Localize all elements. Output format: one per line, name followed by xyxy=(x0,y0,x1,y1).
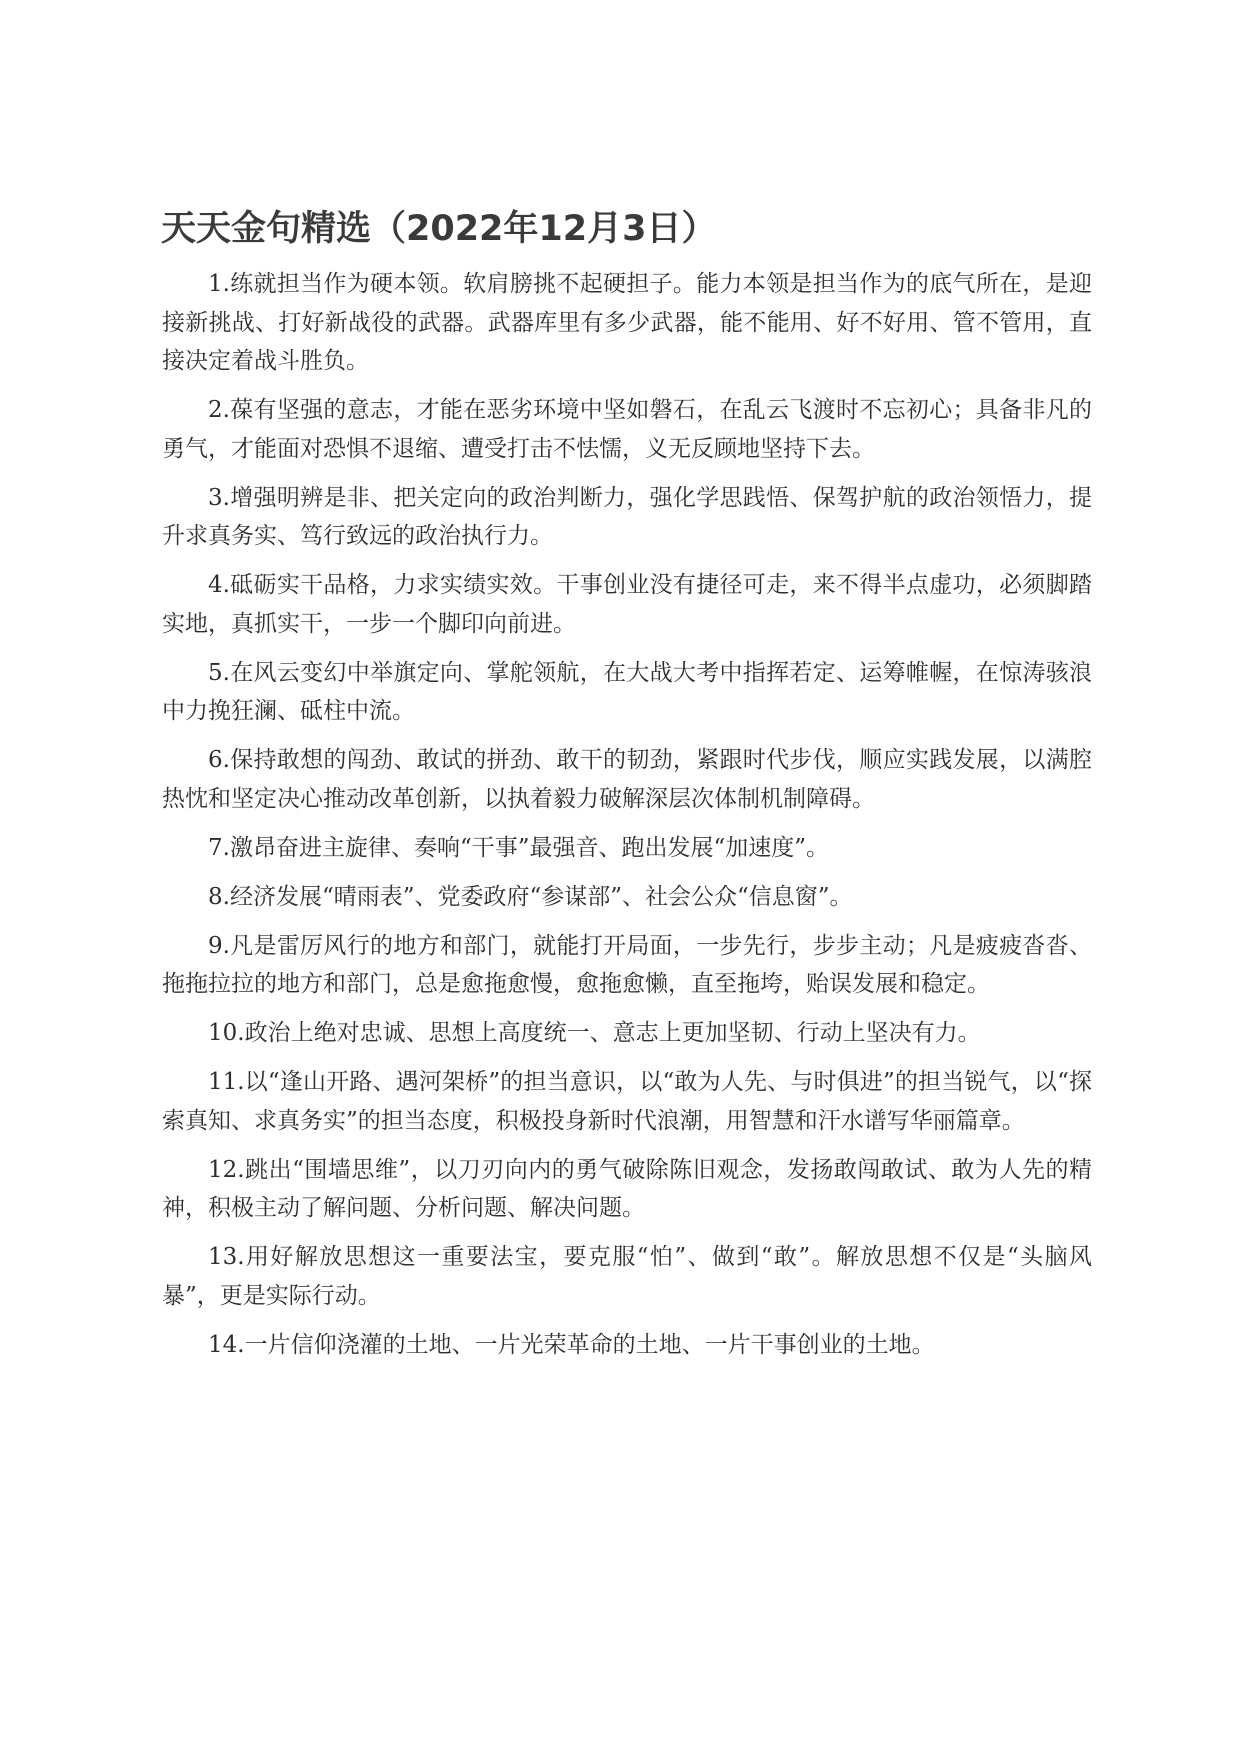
quote-paragraph-11: 11.以“逢山开路、遇河架桥”的担当意识，以“敢为人先、与时俱进”的担当锐气，以“探索真知、求真务实”的担当态度，积极投身新时代浪潮，用智慧和汗水谱写华丽篇章。 xyxy=(162,1069,1092,1134)
quote-paragraph-9: 9.凡是雷厉风行的地方和部门，就能打开局面，一步先行，步步主动；凡是疲疲沓沓、拖拖拉拉的地方和部门，总是愈拖愈慢，愈拖愈懒，直至拖垮，贻误发展和稳定。 xyxy=(162,932,1092,997)
document-body xyxy=(162,205,1092,1375)
quote-paragraph-14: 14.一片信仰浇灌的土地、一片光荣革命的土地、一片干事创业的土地。 xyxy=(208,1331,935,1358)
quote-paragraph-3: 3.增强明辨是非、把关定向的政治判断力，强化学思践悟、保驾护航的政治领悟力，提升求真务实、笃行致远的政治执行力。 xyxy=(162,484,1092,549)
quote-paragraph-10: 10.政治上绝对忠诚、思想上高度统一、意志上更加坚韧、行动上坚决有力。 xyxy=(208,1020,981,1046)
quote-paragraph-1: 1.练就担当作为硬本领。软肩膀挑不起硬担子。能力本领是担当作为的底气所在，是迎接新挑战、打好新战役的武器。武器库里有多少武器，能不能用、好不好用、管不管用，直接决定着战斗胜负。 xyxy=(162,271,1092,374)
quote-paragraph-4: 4.砥砺实干品格，力求实绩实效。干事创业没有捷径可走，来不得半点虚功，必须脚踏实地，真抓实干，一步一个脚印向前进。 xyxy=(162,572,1092,637)
quote-paragraph-12: 12.跳出“围墙思维”，以刀刃向内的勇气破除陈旧观念，发扬敢闯敢试、敢为人先的精神，积极主动了解问题、分析问题、解决问题。 xyxy=(162,1156,1092,1221)
quote-paragraph-6: 6.保持敢想的闯劲、敢试的拼劲、敢干的韧劲，紧跟时代步伐，顺应实践发展，以满腔热忱和坚定决心推动改革创新，以执着毅力破解深层次体制机制障碍。 xyxy=(162,747,1092,812)
page-title: 天天金句精选（2022年12月3日） xyxy=(161,209,717,249)
quote-paragraph-5: 5.在风云变幻中举旗定向、掌舵领航，在大战大考中指挥若定、运筹帷幄，在惊涛骇浪中力挽狂澜、砥柱中流。 xyxy=(162,659,1092,724)
quote-paragraph-2: 2.葆有坚强的意志，才能在恶劣环境中坚如磐石，在乱云飞渡时不忘初心；具备非凡的勇气，才能面对恐惧不退缩、遭受打击不怯懦，义无反顾地坚持下去。 xyxy=(162,397,1092,462)
quote-paragraph-13: 13.用好解放思想这一重要法宝，要克服“怕”、做到“敢”。解放思想不仅是“头脑风暴”，更是实际行动。 xyxy=(162,1244,1092,1309)
quote-paragraph-8: 8.经济发展“晴雨表”、党委政府“参谋部”、社会公众“信息窗”。 xyxy=(208,883,853,910)
quote-paragraph-7: 7.激昂奋进主旋律、奏响“干事”最强音、跑出发展“加速度”。 xyxy=(208,834,829,861)
